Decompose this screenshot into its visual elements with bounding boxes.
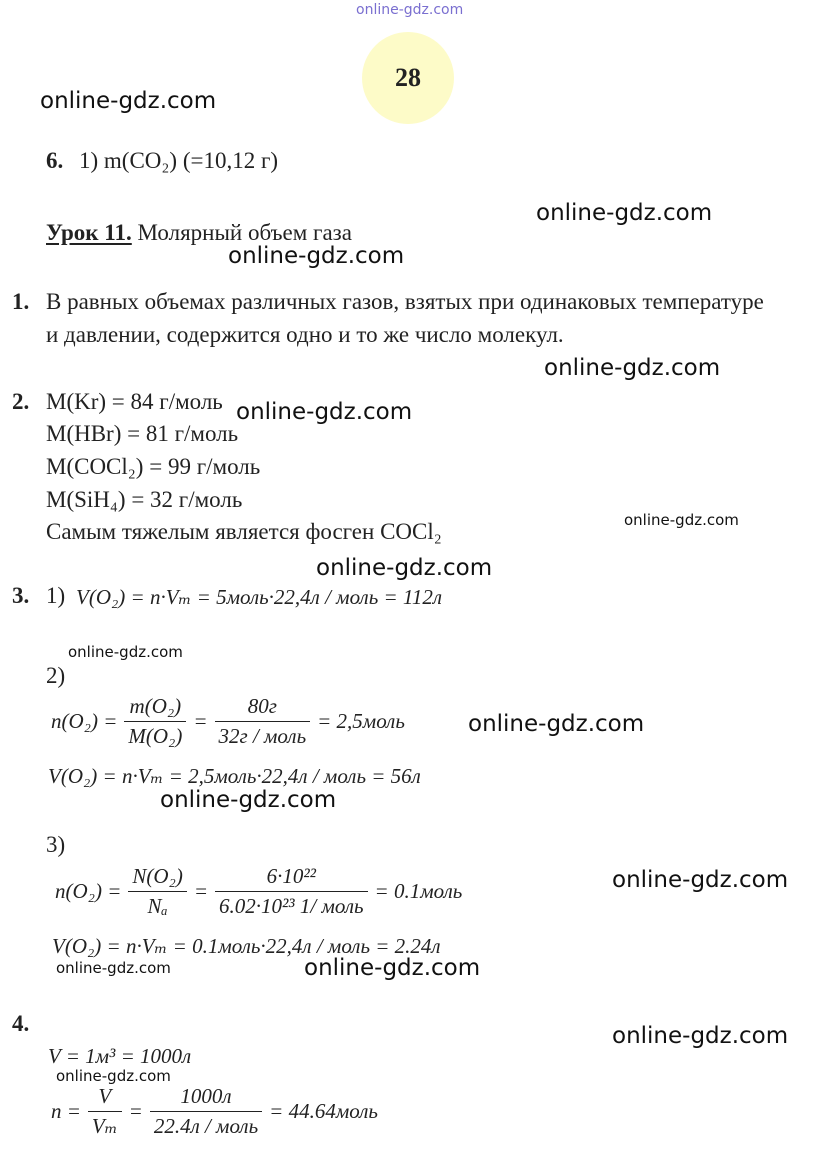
formula: V(O₂) = n·Vₘ = 2,5моль·22,4л / моль = 56л — [48, 764, 421, 788]
item-number: 1. — [12, 289, 30, 314]
denominator: Nₐ — [147, 894, 168, 918]
watermark: online-gdz.com — [612, 1023, 789, 1049]
fraction — [215, 864, 368, 919]
page-number-badge — [362, 32, 454, 124]
fraction — [128, 864, 186, 919]
lesson-subtitle: Молярный объем газа — [137, 220, 352, 245]
formula: V = 1м³ = 1000л — [48, 1044, 192, 1068]
fraction — [88, 1084, 122, 1139]
lesson-heading — [46, 220, 352, 246]
part-label: 3) — [46, 832, 66, 857]
item-2-line: M(SiH₄) = 32 г/моль — [46, 487, 243, 512]
formula-part: n = — [51, 1099, 81, 1123]
formula: V(O₂) = n·Vₘ = 5моль·22,4л / моль = 112л — [76, 585, 443, 609]
formula-fraction — [48, 694, 408, 749]
item-number: 4. — [12, 1011, 30, 1036]
watermark: online-gdz.com — [612, 867, 789, 893]
denominator: 6.02·10²³ 1/ моль — [219, 894, 364, 918]
numerator: N(O₂) — [128, 864, 186, 892]
formula-part: = 2,5моль — [317, 709, 405, 733]
watermark: online-gdz.com — [304, 955, 481, 981]
watermark-top: online-gdz.com — [356, 2, 464, 18]
watermark: online-gdz.com — [68, 643, 183, 661]
item-2-line: M(Kr) = 84 г/моль — [46, 389, 223, 414]
numerator: m(O₂) — [124, 694, 186, 722]
formula-part: = — [193, 879, 209, 903]
watermark: online-gdz.com — [40, 88, 217, 114]
item-1-line: и давлении, содержится одно и то же число молекул. — [46, 322, 564, 347]
item-2-conclusion: Самым тяжелым является фосген COCl₂ — [46, 519, 442, 544]
watermark: online-gdz.com — [624, 511, 739, 529]
lesson-title: Урок 11. — [46, 220, 132, 245]
formula-part: = 44.64моль — [269, 1099, 378, 1123]
fraction — [215, 694, 311, 749]
item-number: 2. — [12, 389, 30, 414]
watermark: online-gdz.com — [228, 243, 405, 269]
watermark: online-gdz.com — [468, 711, 645, 737]
part-label: 1) — [46, 583, 66, 608]
formula-fraction — [52, 864, 465, 919]
item-1-line: В равных объемах различных газов, взятых при одинаковых температуре — [46, 289, 764, 314]
watermark: online-gdz.com — [544, 355, 721, 381]
watermark: online-gdz.com — [236, 399, 413, 425]
formula-part: = — [193, 709, 208, 733]
item-text: 1) m(CO₂) (=10,12 г) — [79, 148, 279, 173]
item-number: 3. — [12, 583, 30, 608]
watermark: online-gdz.com — [160, 787, 337, 813]
item-2-line: M(HBr) = 81 г/моль — [46, 421, 239, 446]
fraction — [150, 1084, 262, 1139]
numerator: 80г — [215, 694, 311, 722]
page-number: 28 — [395, 63, 421, 92]
formula-part: = — [128, 1099, 143, 1123]
formula-part: n(O₂) = — [55, 879, 122, 903]
numerator: 1000л — [150, 1084, 262, 1112]
denominator: 32г / моль — [218, 724, 307, 748]
item-2-line: M(COCl₂) = 99 г/моль — [46, 454, 261, 479]
formula-fraction — [48, 1084, 381, 1139]
numerator: 6·10²² — [215, 864, 368, 892]
watermark: online-gdz.com — [56, 959, 171, 977]
denominator: Vₘ — [91, 1114, 118, 1138]
formula: V(O₂) = n·Vₘ = 0.1моль·22,4л / моль = 2.24л — [52, 934, 441, 958]
numerator: V — [88, 1084, 122, 1112]
item-6 — [46, 148, 278, 174]
formula-part: = 0.1моль — [374, 879, 463, 903]
item-number: 6. — [46, 148, 64, 173]
formula-part: n(O₂) = — [51, 709, 118, 733]
fraction — [124, 694, 186, 749]
watermark: online-gdz.com — [56, 1067, 171, 1085]
watermark: online-gdz.com — [536, 200, 713, 226]
part-label: 2) — [46, 663, 66, 688]
denominator: 22.4л / моль — [153, 1114, 259, 1138]
denominator: M(O₂) — [128, 724, 183, 748]
watermark: online-gdz.com — [316, 555, 493, 581]
